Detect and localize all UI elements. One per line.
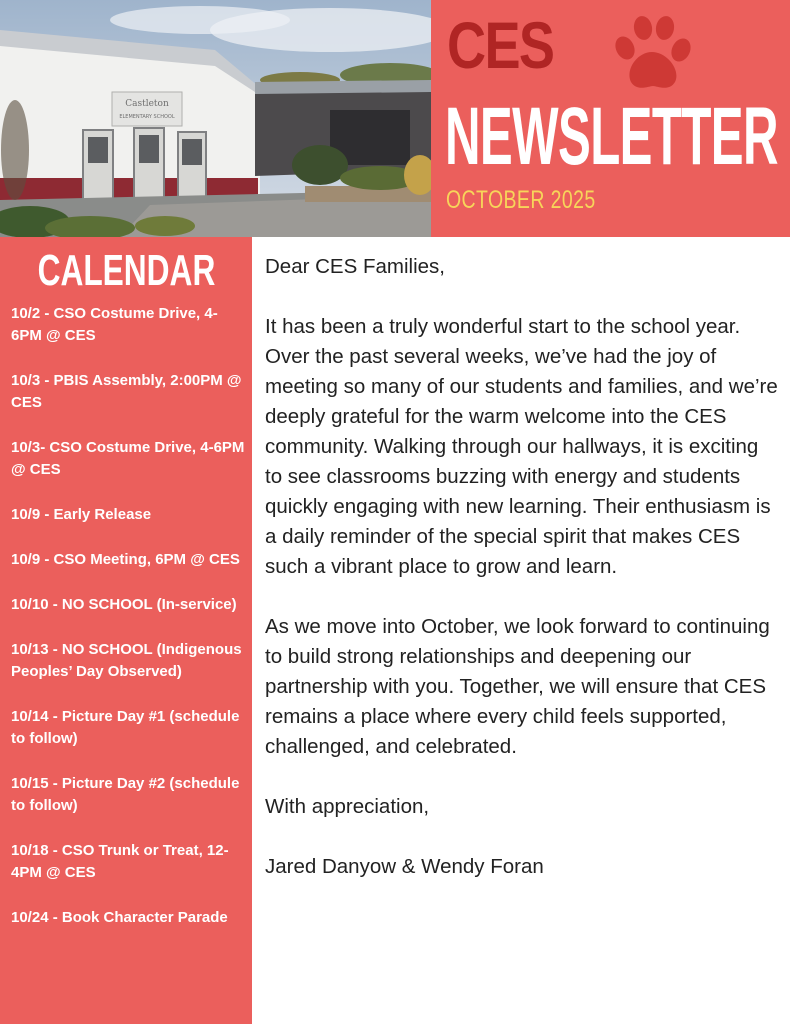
calendar-event: 10/3- CSO Costume Drive, 4-6PM @ CES — [11, 439, 245, 478]
calendar-heading: CALENDAR — [37, 246, 215, 295]
calendar-event: 10/18 - CSO Trunk or Treat, 12-4PM @ CES — [11, 842, 229, 881]
calendar-event: 10/13 - NO SCHOOL (Indigenous Peoples’ Day Observed) — [11, 641, 242, 680]
calendar-event: 10/24 - Book Character Parade — [11, 909, 228, 926]
calendar-event: 10/2 - CSO Costume Drive, 4-6PM @ CES — [11, 305, 218, 344]
letter-closing: With appreciation, — [265, 795, 430, 818]
newsletter-title: NEWSLETTER — [445, 91, 778, 182]
principal-letter — [265, 252, 780, 912]
letter-paragraph: It has been a truly wonderful start to the school year. Over the past several weeks, we’ve had the joy of meeting so many of our students and families, and we’re deeply grateful for the warm welcome into the CES community. Walking through our hallways, it is exciting to see classrooms buzzing with energy and students quickly engaging with new learning. Their enthusiasm is a daily reminder of the special spirit that makes CES such a vibrant place to grow and learn. — [265, 315, 778, 578]
calendar-event: 10/3 - PBIS Assembly, 2:00PM @ CES — [11, 372, 242, 411]
school-sign-name: Castleton — [125, 99, 169, 109]
letter-signature: Jared Danyow & Wendy Foran — [265, 855, 544, 878]
school-photo — [0, 0, 431, 237]
calendar-event: 10/9 - CSO Meeting, 6PM @ CES — [11, 551, 240, 568]
calendar-event: 10/10 - NO SCHOOL (In-service) — [11, 596, 237, 613]
calendar-sidebar — [0, 237, 252, 1024]
calendar-event: 10/14 - Picture Day #1 (schedule to follow) — [11, 708, 240, 747]
school-abbreviation: CES — [447, 8, 554, 82]
issue-date: OCTOBER 2025 — [446, 186, 596, 214]
paw-print-icon — [607, 8, 697, 98]
calendar-event: 10/15 - Picture Day #2 (schedule to follow) — [11, 775, 240, 814]
school-building-image — [0, 0, 431, 237]
newsletter-masthead — [431, 0, 790, 237]
school-sign-subtitle: ELEMENTARY SCHOOL — [119, 114, 175, 120]
letter-paragraph: As we move into October, we look forward to continuing to build strong relationships and deepening our partnership with you. Together, we will ensure that CES remains a place where every child feels supported, challenged, and celebrated. — [265, 615, 770, 758]
calendar-event-list — [11, 303, 247, 952]
letter-greeting: Dear CES Families, — [265, 255, 445, 278]
calendar-event: 10/9 - Early Release — [11, 506, 152, 523]
